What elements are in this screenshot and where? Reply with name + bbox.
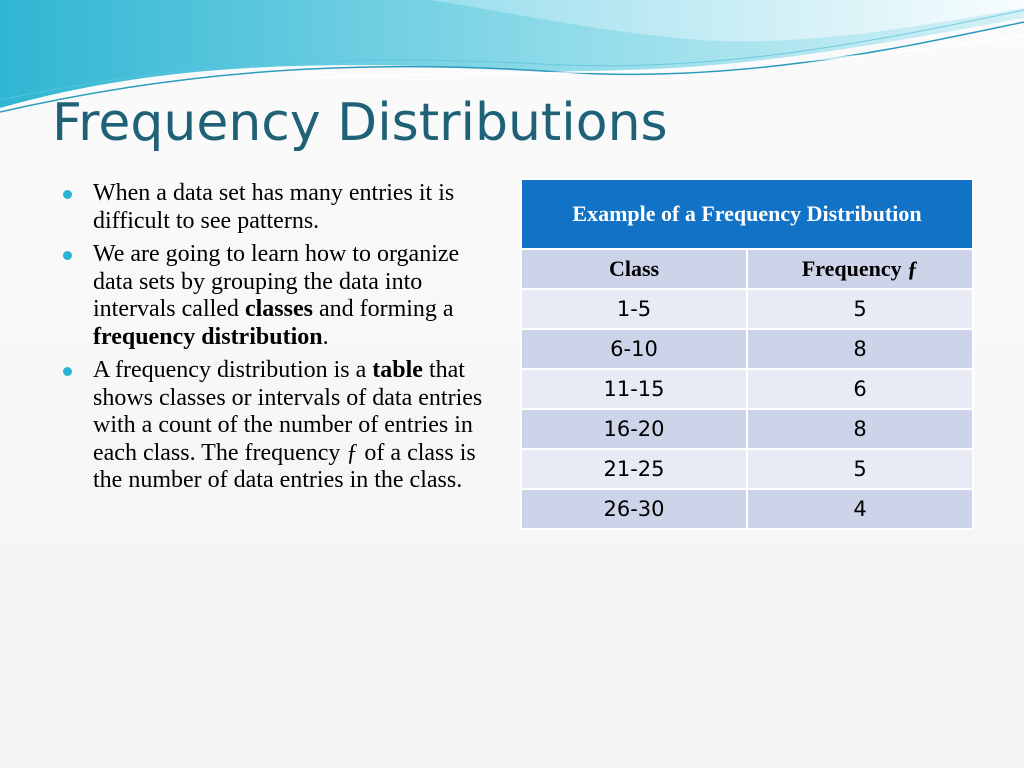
frequency-cell: 4: [747, 489, 973, 529]
table-row: [521, 329, 973, 369]
frequency-table: [520, 178, 974, 530]
bullet-bold-term: classes: [244, 296, 313, 322]
bullet-text: A frequency distribution is a: [93, 357, 373, 383]
bullet-dot-icon: [63, 190, 72, 199]
bullet-bold-term: frequency distribution: [93, 323, 323, 350]
column-header-frequency: Frequency ƒ: [747, 249, 973, 289]
bullet-list: [60, 180, 495, 501]
table-row: [521, 489, 973, 529]
bullet-item-1: [60, 241, 495, 351]
class-cell: 1-5: [521, 289, 747, 329]
table-row: [521, 449, 973, 489]
slide-title: Frequency Distributions: [52, 93, 668, 153]
class-cell: 11-15: [521, 369, 747, 409]
table-row: [521, 409, 973, 449]
class-cell: 26-30: [521, 489, 747, 529]
table-row: [521, 289, 973, 329]
bullet-item-0: [60, 180, 495, 235]
bullet-text: and forming a: [312, 296, 454, 322]
bullet-text: When a data set has many entries it is difficult to see patterns.: [93, 180, 455, 234]
frequency-cell: 5: [747, 449, 973, 489]
bullet-bold-term: table: [372, 357, 423, 383]
bullet-text: .: [322, 323, 329, 350]
table-row: [521, 369, 973, 409]
class-cell: 6-10: [521, 329, 747, 369]
bullet-dot-icon: [63, 367, 72, 376]
bullet-text: that shows classes or intervals of data entries with a count of the number of entries in each class. The frequency ƒ of a class is the number of data entries in the class.: [93, 357, 483, 493]
bullet-item-2: [60, 357, 495, 495]
class-cell: 21-25: [521, 449, 747, 489]
frequency-cell: 8: [747, 329, 973, 369]
frequency-cell: 5: [747, 289, 973, 329]
bullet-text: We are going to learn how to organize data sets by grouping the data into intervals called: [93, 241, 460, 322]
bullet-dot-icon: [63, 251, 72, 260]
frequency-cell: 8: [747, 409, 973, 449]
frequency-cell: 6: [747, 369, 973, 409]
class-cell: 16-20: [521, 409, 747, 449]
column-header-class: Class: [521, 249, 747, 289]
table-caption: Example of a Frequency Distribution: [521, 179, 973, 249]
